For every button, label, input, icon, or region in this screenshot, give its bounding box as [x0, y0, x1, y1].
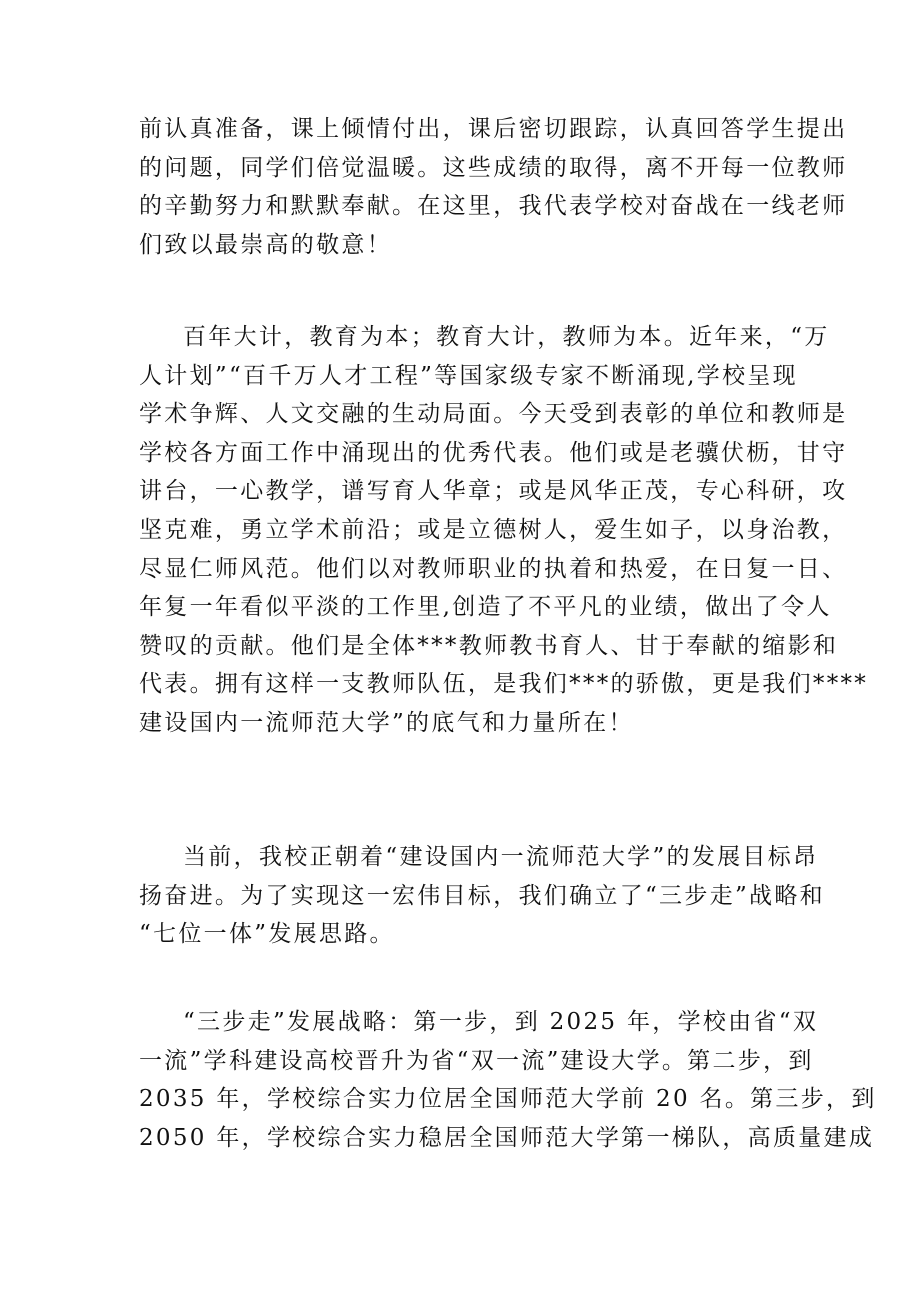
paragraph-line: “七位一体”发展思路。 [139, 921, 395, 948]
paragraph-line: 一流”学科建设高校晋升为省“双一流”建设大学。第二步，到 [139, 1047, 814, 1074]
paragraph-3 [139, 838, 825, 954]
paragraph-line: 坚克难，勇立学术前沿；或是立德树人，爱生如子，以身治教， [139, 516, 848, 543]
paragraph-line: 赞叹的贡献。他们是全体***教师教书育人、甘于奉献的缩影和 [139, 632, 839, 659]
paragraph-line: 2050 年，学校综合实力稳居全国师范大学第一梯队，高质量建成 [139, 1124, 875, 1151]
paragraph-line: “三步走”发展战略：第一步，到 2025 年，学校由省“双 [183, 1009, 819, 1035]
paragraph-line: 扬奋进。为了实现这一宏伟目标，我们确立了“三步走”战略和 [139, 882, 825, 909]
paragraph-4 [139, 1003, 877, 1157]
paragraph-line: 2035 年，学校综合实力位居全国师范大学前 20 名。第三步，到 [139, 1086, 877, 1113]
paragraph-2 [139, 318, 869, 743]
paragraph-line: 的问题，同学们倍觉温暖。这些成绩的取得，离不开每一位教师 [139, 154, 848, 181]
paragraph-line: 学术争辉、人文交融的生动局面。今天受到表彰的单位和教师是 [139, 401, 848, 428]
paragraph-line: 讲台，一心教学，谱写育人华章；或是风华正茂，专心科研，攻 [139, 478, 848, 505]
paragraph-line: 尽显仁师风范。他们以对教师职业的执着和热爱，在日复一日、 [139, 555, 848, 582]
paragraph-line: 前认真准备，课上倾情付出，课后密切跟踪，认真回答学生提出 [139, 116, 848, 142]
paragraph-line: 年复一年看似平淡的工作里,创造了不平凡的业绩，做出了令人 [139, 594, 832, 621]
paragraph-1 [139, 110, 848, 264]
paragraph-line: 的辛勤努力和默默奉献。在这里，我代表学校对奋战在一线老师 [139, 193, 848, 220]
paragraph-line: 代表。拥有这样一支教师队伍，是我们***的骄傲，更是我们**** [139, 671, 869, 698]
paragraph-line: 人计划”“百千万人才工程”等国家级专家不断涌现,学校呈现 [139, 362, 798, 389]
paragraph-line: 建设国内一流师范大学”的底气和力量所在！ [139, 709, 634, 736]
paragraph-line: 百年大计，教育为本；教育大计，教师为本。近年来，“万 [183, 324, 830, 350]
paragraph-line: 当前，我校正朝着“建设国内一流师范大学”的发展目标昂 [183, 844, 819, 870]
paragraph-line: 们致以最崇高的敬意！ [139, 231, 392, 258]
paragraph-line: 学校各方面工作中涌现出的优秀代表。他们或是老骥伏枥，甘守 [139, 439, 848, 466]
